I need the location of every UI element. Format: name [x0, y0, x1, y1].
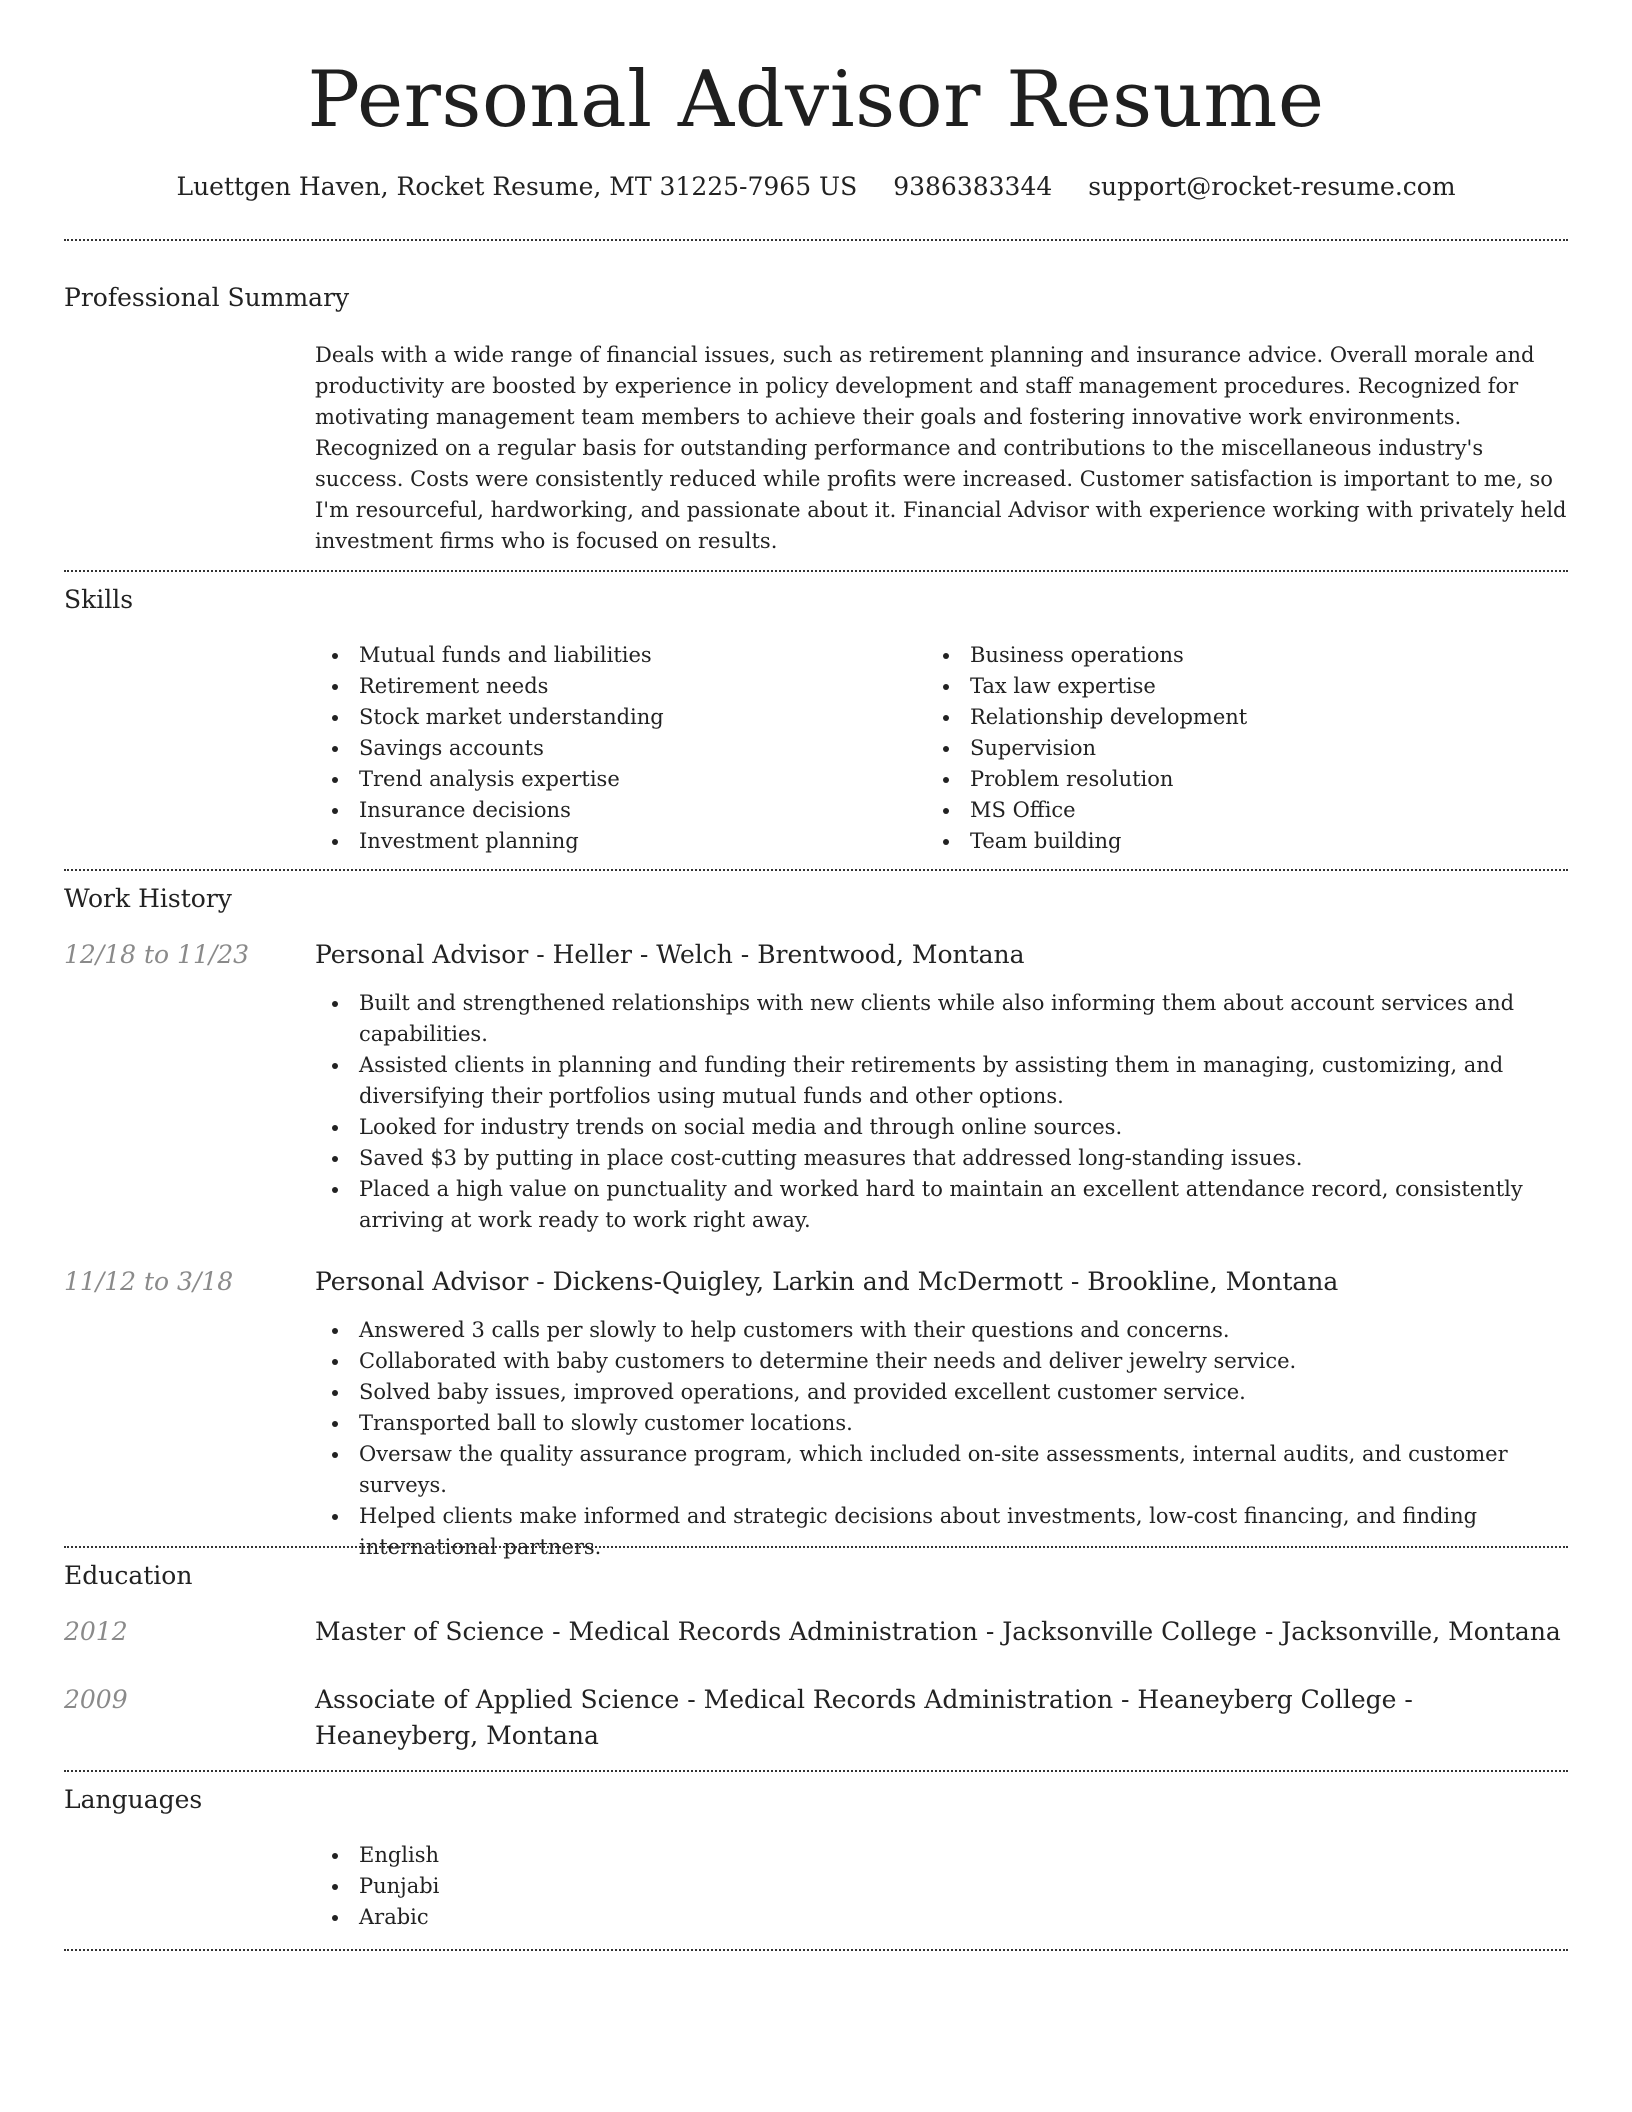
contact-address: Luettgen Haven, Rocket Resume, MT 31225-7965 US: [176, 172, 858, 201]
job-title: Personal Advisor - Heller - Welch - Brentwood, Montana: [315, 940, 1025, 969]
list-item: Answered 3 calls per slowly to help customers with their questions and concerns.: [315, 1315, 1568, 1346]
list-item: Punjabi: [315, 1871, 915, 1902]
list-item: Trend analysis expertise: [315, 764, 915, 795]
divider: [64, 1949, 1568, 1951]
divider: [64, 239, 1568, 241]
list-item: Problem resolution: [926, 764, 1566, 795]
divider: [64, 570, 1568, 572]
list-item: English: [315, 1840, 915, 1871]
list-item: Mutual funds and liabilities: [315, 640, 915, 671]
job-bullets: [315, 988, 1568, 1236]
contact-line: [0, 168, 1632, 206]
job-dates: 12/18 to 11/23: [64, 940, 250, 969]
list-item: Retirement needs: [315, 671, 915, 702]
education-heading: Education: [64, 1561, 193, 1590]
skills-heading: Skills: [64, 585, 134, 614]
job-title: Personal Advisor - Dickens-Quigley, Larkin and McDermott - Brookline, Montana: [315, 1267, 1339, 1296]
list-item: Saved $3 by putting in place cost-cutting measures that addressed long-standing issues.: [315, 1143, 1568, 1174]
list-item: Assisted clients in planning and funding their retirements by assisting them in managing, customizing, and diversifying their portfolios using mutual funds and other options.: [315, 1050, 1568, 1112]
divider: [64, 1770, 1568, 1772]
list-item: Relationship development: [926, 702, 1566, 733]
job-dates: 11/12 to 3/18: [64, 1267, 234, 1296]
job-bullets: [315, 1315, 1568, 1563]
summary-text: Deals with a wide range of financial issues, such as retirement planning and insurance advice. Overall morale and productivity are boosted by experience in policy development and staff management procedures. Recognized for motivating management team members to achieve their goals and fostering innovative work environments. Recognized on a regular basis for outstanding performance and contributions to the miscellaneous industry's success. Costs were consistently reduced while profits were increased. Customer satisfaction is important to me, so I'm resourceful, hardworking, and passionate about it. Financial Advisor with experience working with privately held investment firms who is focused on results.: [315, 343, 1567, 553]
education-entry: Associate of Applied Science - Medical Records Administration - Heaneyberg College - Heaneyberg, Montana: [315, 1685, 1413, 1750]
list-item: Insurance decisions: [315, 795, 915, 826]
list-item: Tax law expertise: [926, 671, 1566, 702]
list-item: Oversaw the quality assurance program, which included on-site assessments, internal audits, and customer surveys.: [315, 1439, 1568, 1501]
list-item: Savings accounts: [315, 733, 915, 764]
list-item: Helped clients make informed and strategic decisions about investments, low-cost financing, and finding international partners.: [315, 1501, 1568, 1563]
list-item: Investment planning: [315, 826, 915, 857]
list-item: Transported ball to slowly customer locations.: [315, 1408, 1568, 1439]
list-item: Collaborated with baby customers to determine their needs and deliver jewelry service.: [315, 1346, 1568, 1377]
education-entry: Master of Science - Medical Records Administration - Jacksonville College - Jacksonville, Montana: [315, 1617, 1561, 1646]
summary-heading: Professional Summary: [64, 283, 350, 312]
languages-heading: Languages: [64, 1785, 203, 1814]
list-item: Placed a high value on punctuality and worked hard to maintain an excellent attendance record, consistently arriving at work ready to work right away.: [315, 1174, 1568, 1236]
page-title: Personal Advisor Resume: [307, 55, 1325, 145]
list-item: Stock market understanding: [315, 702, 915, 733]
list-item: Looked for industry trends on social media and through online sources.: [315, 1112, 1568, 1143]
education-year: 2009: [64, 1685, 128, 1714]
languages-list: [315, 1840, 915, 1933]
list-item: Supervision: [926, 733, 1566, 764]
divider: [64, 1546, 1568, 1548]
education-year: 2012: [64, 1617, 128, 1646]
list-item: Team building: [926, 826, 1566, 857]
divider: [64, 869, 1568, 871]
list-item: Built and strengthened relationships with new clients while also informing them about account services and capabilities.: [315, 988, 1568, 1050]
skills-list-left: [315, 640, 915, 857]
contact-phone: 9386383344: [893, 172, 1053, 201]
skills-list-right: [926, 640, 1566, 857]
list-item: MS Office: [926, 795, 1566, 826]
list-item: Solved baby issues, improved operations, and provided excellent customer service.: [315, 1377, 1568, 1408]
work-heading: Work History: [64, 884, 232, 913]
list-item: Arabic: [315, 1902, 915, 1933]
contact-email: support@rocket-resume.com: [1088, 172, 1456, 201]
list-item: Business operations: [926, 640, 1566, 671]
